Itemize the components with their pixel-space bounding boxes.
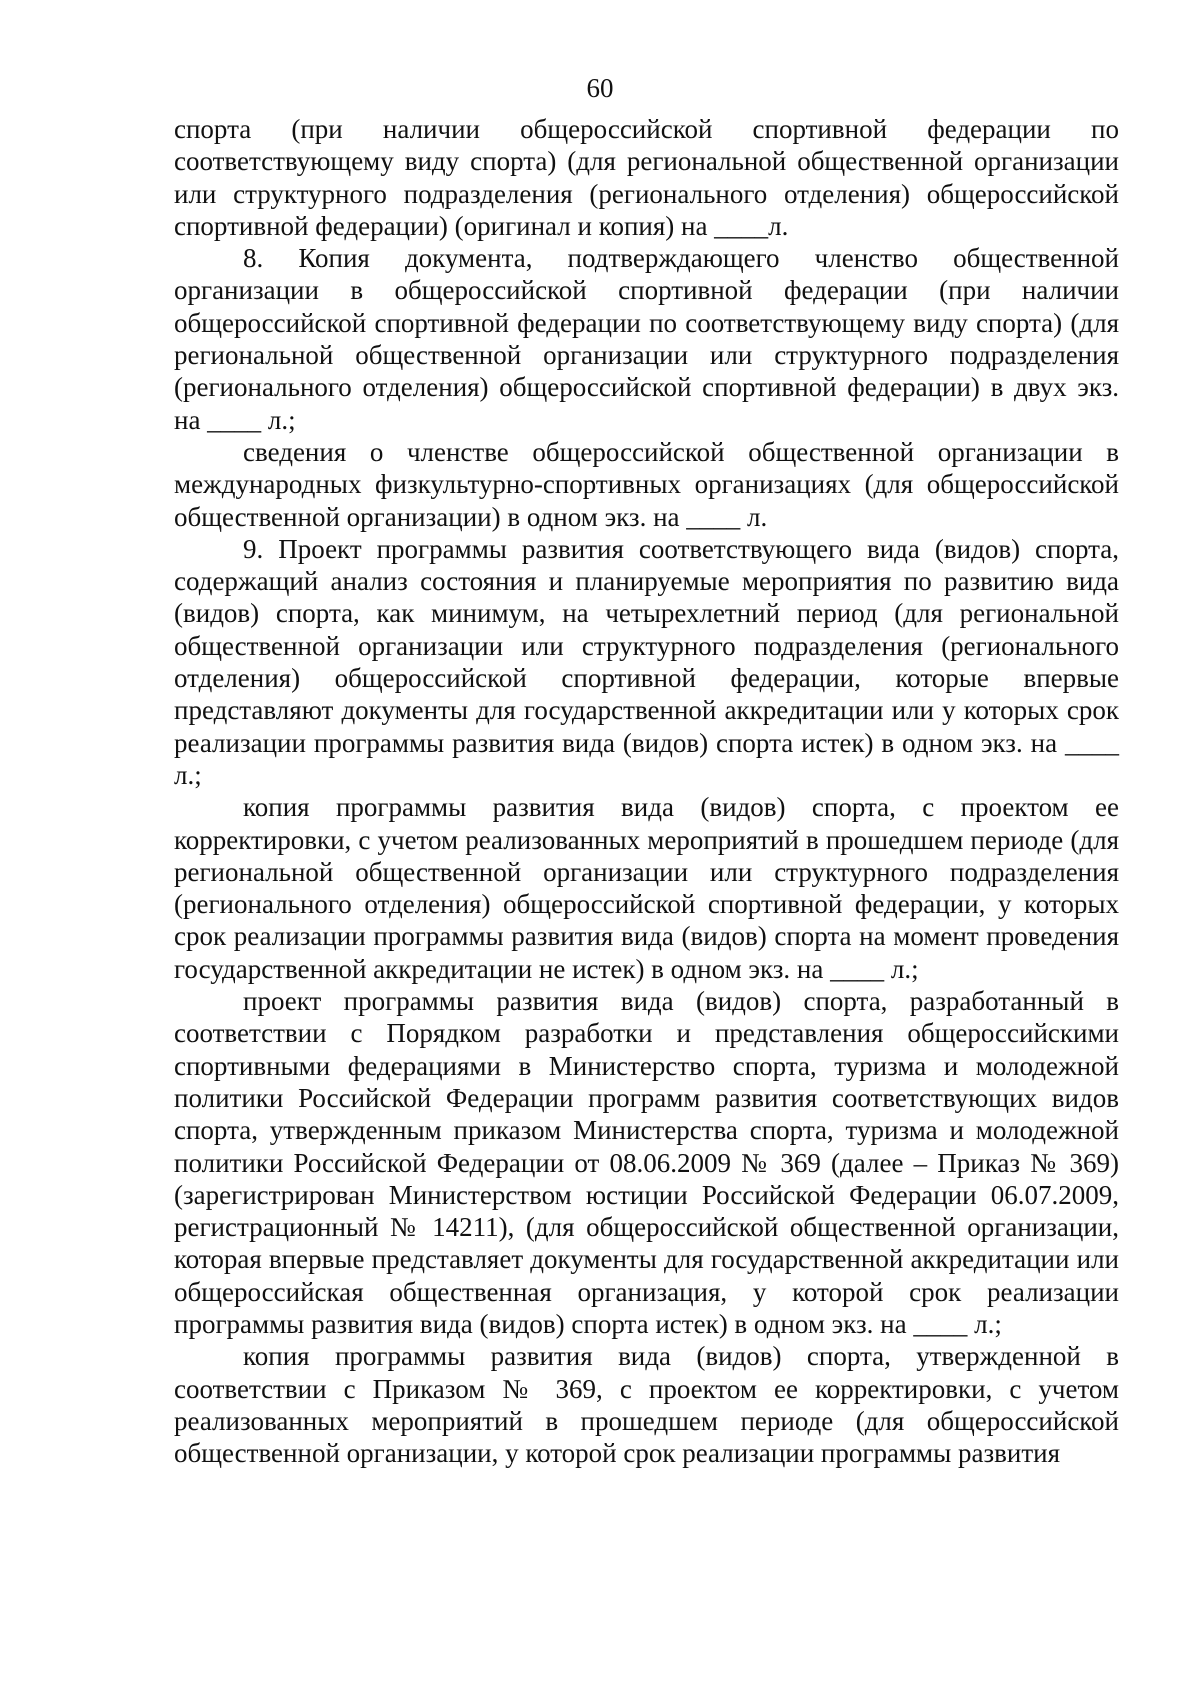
paragraph-program-copy-order: копия программы развития вида (видов) спорта, утвержденной в соответствии с Приказом № 369, с проектом ее корректировки, с учетом реализованных мероприятий в прошедшем периоде (для общероссийской общественной организации, у которой срок реализации программы развития — [174, 1341, 1119, 1469]
paragraph-item-9: 9. Проект программы развития соответствующего вида (видов) спорта, содержащий анализ состояния и планируемые мероприятия по развитию вида (видов) спорта, как минимум, на четырехлетний период (для региональной общественной организации или структурного подразделения (регионального отделения) общероссийской спортивной федерации, которые впервые представляют документы для государственной аккредитации или у которых срок реализации программы развития вида (видов) спорта истек) в одном экз. на ____ л.; — [174, 533, 1119, 790]
paragraph-program-copy: копия программы развития вида (видов) спорта, с проектом ее корректировки, с учетом реализованных мероприятий в прошедшем периоде (для региональной общественной организации или структурного подразделения (регионального отделения) общероссийской спортивной федерации, у которых срок реализации программы развития вида (видов) спорта на момент проведения государственной аккредитации не истек) в одном экз. на ____ л.; — [174, 792, 1119, 984]
paragraph-membership-info: сведения о членстве общероссийской общественной организации в международных физкультурно-спортивных организациях (для общероссийской общественной организации) в одном экз. на ____ л. — [174, 436, 1119, 532]
document-body — [174, 113, 1119, 1469]
page-number: 60 — [586, 73, 614, 103]
paragraph-continuation: спорта (при наличии общероссийской спортивной федерации по соответствующему виду спорта) (для региональной общественной организации или структурного подразделения (регионального отделения) общероссийской спортивной федерации) (оригинал и копия) на ____л. — [174, 114, 1119, 241]
paragraph-program-draft: проект программы развития вида (видов) спорта, разработанный в соответствии с Порядком разработки и представления общероссийскими спортивными федерациями в Министерство спорта, туризма и молодежной политики Российской Федерации программ развития соответствующих видов спорта, утвержденным приказом Министерства спорта, туризма и молодежной политики Российской Федерации от 08.06.2009 № 369 (далее – Приказ № 369) (зарегистрирован Министерством юстиции Российской Федерации 06.07.2009, регистрационный № 14211), (для общероссийской общественной организации, которая впервые представляет документы для государственной аккредитации или общероссийская общественная организация, у которой срок реализации программы развития вида (видов) спорта истек) в одном экз. на ____ л.; — [174, 986, 1119, 1339]
paragraph-item-8: 8. Копия документа, подтверждающего членство общественной организации в общероссийской спортивной федерации (при наличии общероссийской спортивной федерации по соответствующему виду спорта) (для региональной общественной организации или структурного подразделения (регионального отделения) общероссийской спортивной федерации) в двух экз. на ____ л.; — [174, 243, 1119, 435]
